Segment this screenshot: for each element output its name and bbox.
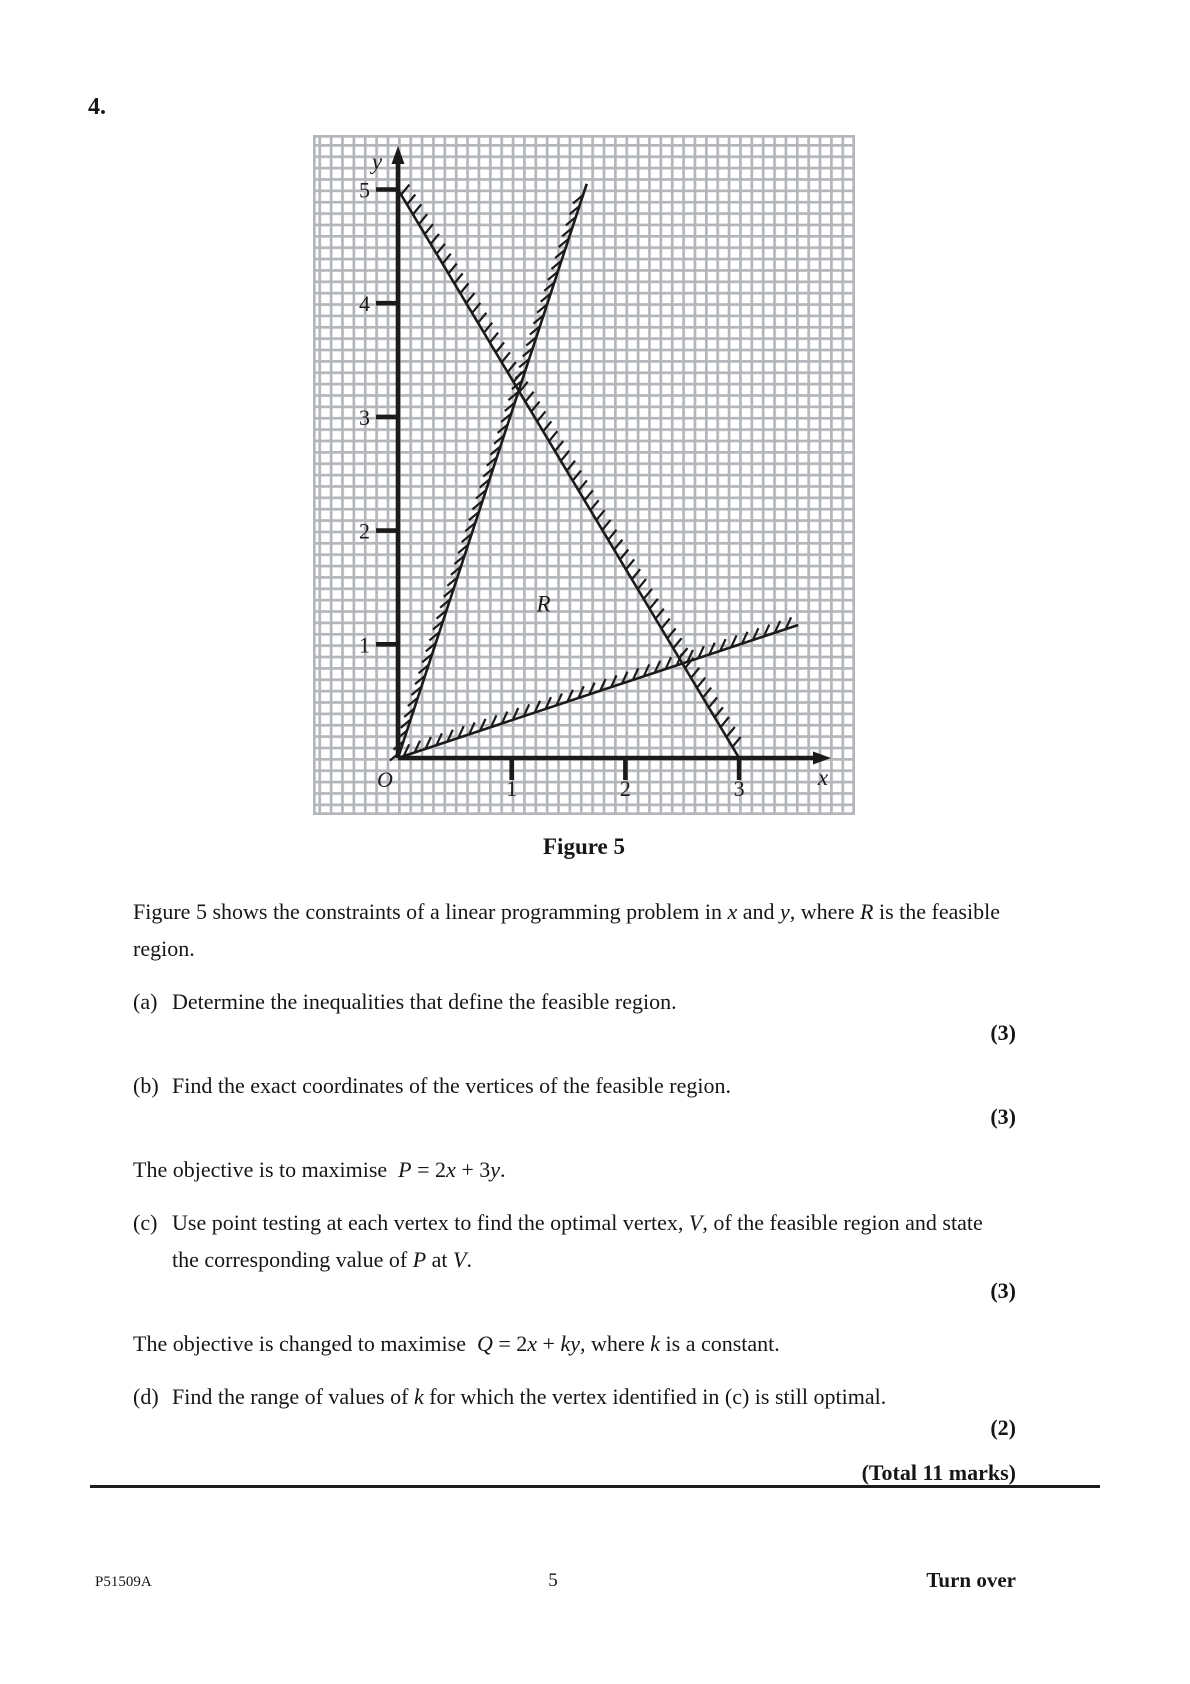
figure-5-graph <box>313 135 855 815</box>
turn-over-label: Turn over <box>926 1568 1016 1592</box>
figure-caption: Figure 5 <box>543 834 625 859</box>
text-run: for which the vertex identified in (c) is still optimal. <box>423 1384 887 1409</box>
text-line <box>172 1204 1016 1241</box>
marks-badge: (2) <box>990 1415 1016 1440</box>
math-variable: R <box>860 899 874 924</box>
math-variable: y <box>780 899 790 924</box>
text-run: The objective is changed to maximise <box>133 1331 477 1356</box>
text-run: . <box>466 1247 472 1272</box>
paragraph <box>133 1325 1016 1362</box>
question-part-a <box>133 983 1016 1020</box>
part-text <box>172 983 1016 1020</box>
page-footer <box>90 1566 1016 1606</box>
x-tick-label: 1 <box>506 776 518 801</box>
y-tick-label: 2 <box>359 518 370 544</box>
text-run: the corresponding value of <box>172 1247 413 1272</box>
text-run: is the feasible <box>873 899 1000 924</box>
part-label: (b) <box>133 1073 159 1098</box>
text-run: , where <box>580 1331 651 1356</box>
text-run: = 2 <box>492 1331 528 1356</box>
x-tick-label: 2 <box>619 776 631 801</box>
part-text <box>172 1067 1016 1104</box>
question-part-b <box>133 1067 1016 1104</box>
math-variable: x <box>727 899 738 924</box>
text-line <box>133 1151 1016 1188</box>
y-axis-label: y <box>371 149 383 174</box>
text-run: , of the feasible region and state <box>702 1210 983 1235</box>
text-line <box>172 1378 1016 1415</box>
region-label: R <box>536 591 551 617</box>
text-run: and <box>737 899 781 924</box>
question-number: 4. <box>88 94 106 120</box>
part-label: (c) <box>133 1210 158 1235</box>
question-part-c <box>133 1204 1016 1278</box>
math-variable: P <box>412 1247 427 1272</box>
text-line <box>172 1067 1016 1104</box>
x-tick-label: 3 <box>733 776 745 801</box>
marks-badge: (3) <box>990 1020 1016 1045</box>
part-label: (d) <box>133 1384 159 1409</box>
total-marks: (Total 11 marks) <box>861 1460 1016 1485</box>
math-variable: x <box>446 1157 456 1182</box>
math-variable: V <box>688 1210 703 1235</box>
text-run: + 3 <box>455 1157 491 1182</box>
text-run: Find the range of values of <box>172 1384 414 1409</box>
math-variable: P <box>398 1157 412 1182</box>
paragraph <box>133 893 1016 967</box>
text-run: is a constant. <box>660 1331 780 1356</box>
text-run: at <box>426 1247 454 1272</box>
math-variable: y <box>570 1331 580 1356</box>
text-line <box>133 930 1016 967</box>
math-variable: k <box>650 1331 661 1356</box>
paragraph <box>133 1151 1016 1188</box>
math-variable: Q <box>476 1331 493 1356</box>
math-variable: y <box>490 1157 500 1182</box>
y-tick-label: 3 <box>359 404 370 430</box>
question-part-d <box>133 1378 1016 1415</box>
text-line <box>133 1325 1016 1362</box>
y-tick-label: 1 <box>359 632 370 658</box>
y-tick-label: 5 <box>359 177 370 203</box>
text-run: Determine the inequalities that define the feasible region. <box>172 989 677 1014</box>
grid-paper <box>313 135 855 815</box>
math-variable: k <box>413 1384 424 1409</box>
paper-code: P51509A <box>95 1574 152 1590</box>
text-run: = 2 <box>411 1157 447 1182</box>
marks-badge: (3) <box>990 1278 1016 1303</box>
text-run: Use point testing at each vertex to find the optimal vertex, <box>172 1210 689 1235</box>
figure-5-container <box>313 135 855 815</box>
text-line <box>172 983 1016 1020</box>
origin-label: O <box>377 767 393 792</box>
part-label: (a) <box>133 989 158 1014</box>
x-axis-label: x <box>817 765 829 790</box>
question-body <box>133 893 1016 1491</box>
marks-badge: (3) <box>990 1104 1016 1129</box>
part-text <box>172 1204 1016 1278</box>
text-run: region. <box>133 936 195 961</box>
text-run: + <box>537 1331 561 1356</box>
text-line <box>172 1241 1016 1278</box>
math-variable: x <box>527 1331 538 1356</box>
text-line <box>133 893 1016 930</box>
part-text <box>172 1378 1016 1415</box>
text-run: The objective is to maximise <box>133 1157 399 1182</box>
text-run: Figure 5 shows the constraints of a linear programming problem in <box>133 899 728 924</box>
y-tick-label: 4 <box>359 291 370 317</box>
question-end-rule <box>90 1485 1100 1488</box>
page-number: 5 <box>548 1570 558 1591</box>
math-variable: V <box>453 1247 467 1272</box>
text-run: , where <box>789 899 861 924</box>
text-run: Find the exact coordinates of the vertices of the feasible region. <box>172 1073 731 1098</box>
text-run: . <box>500 1157 506 1182</box>
math-variable: k <box>560 1331 571 1356</box>
